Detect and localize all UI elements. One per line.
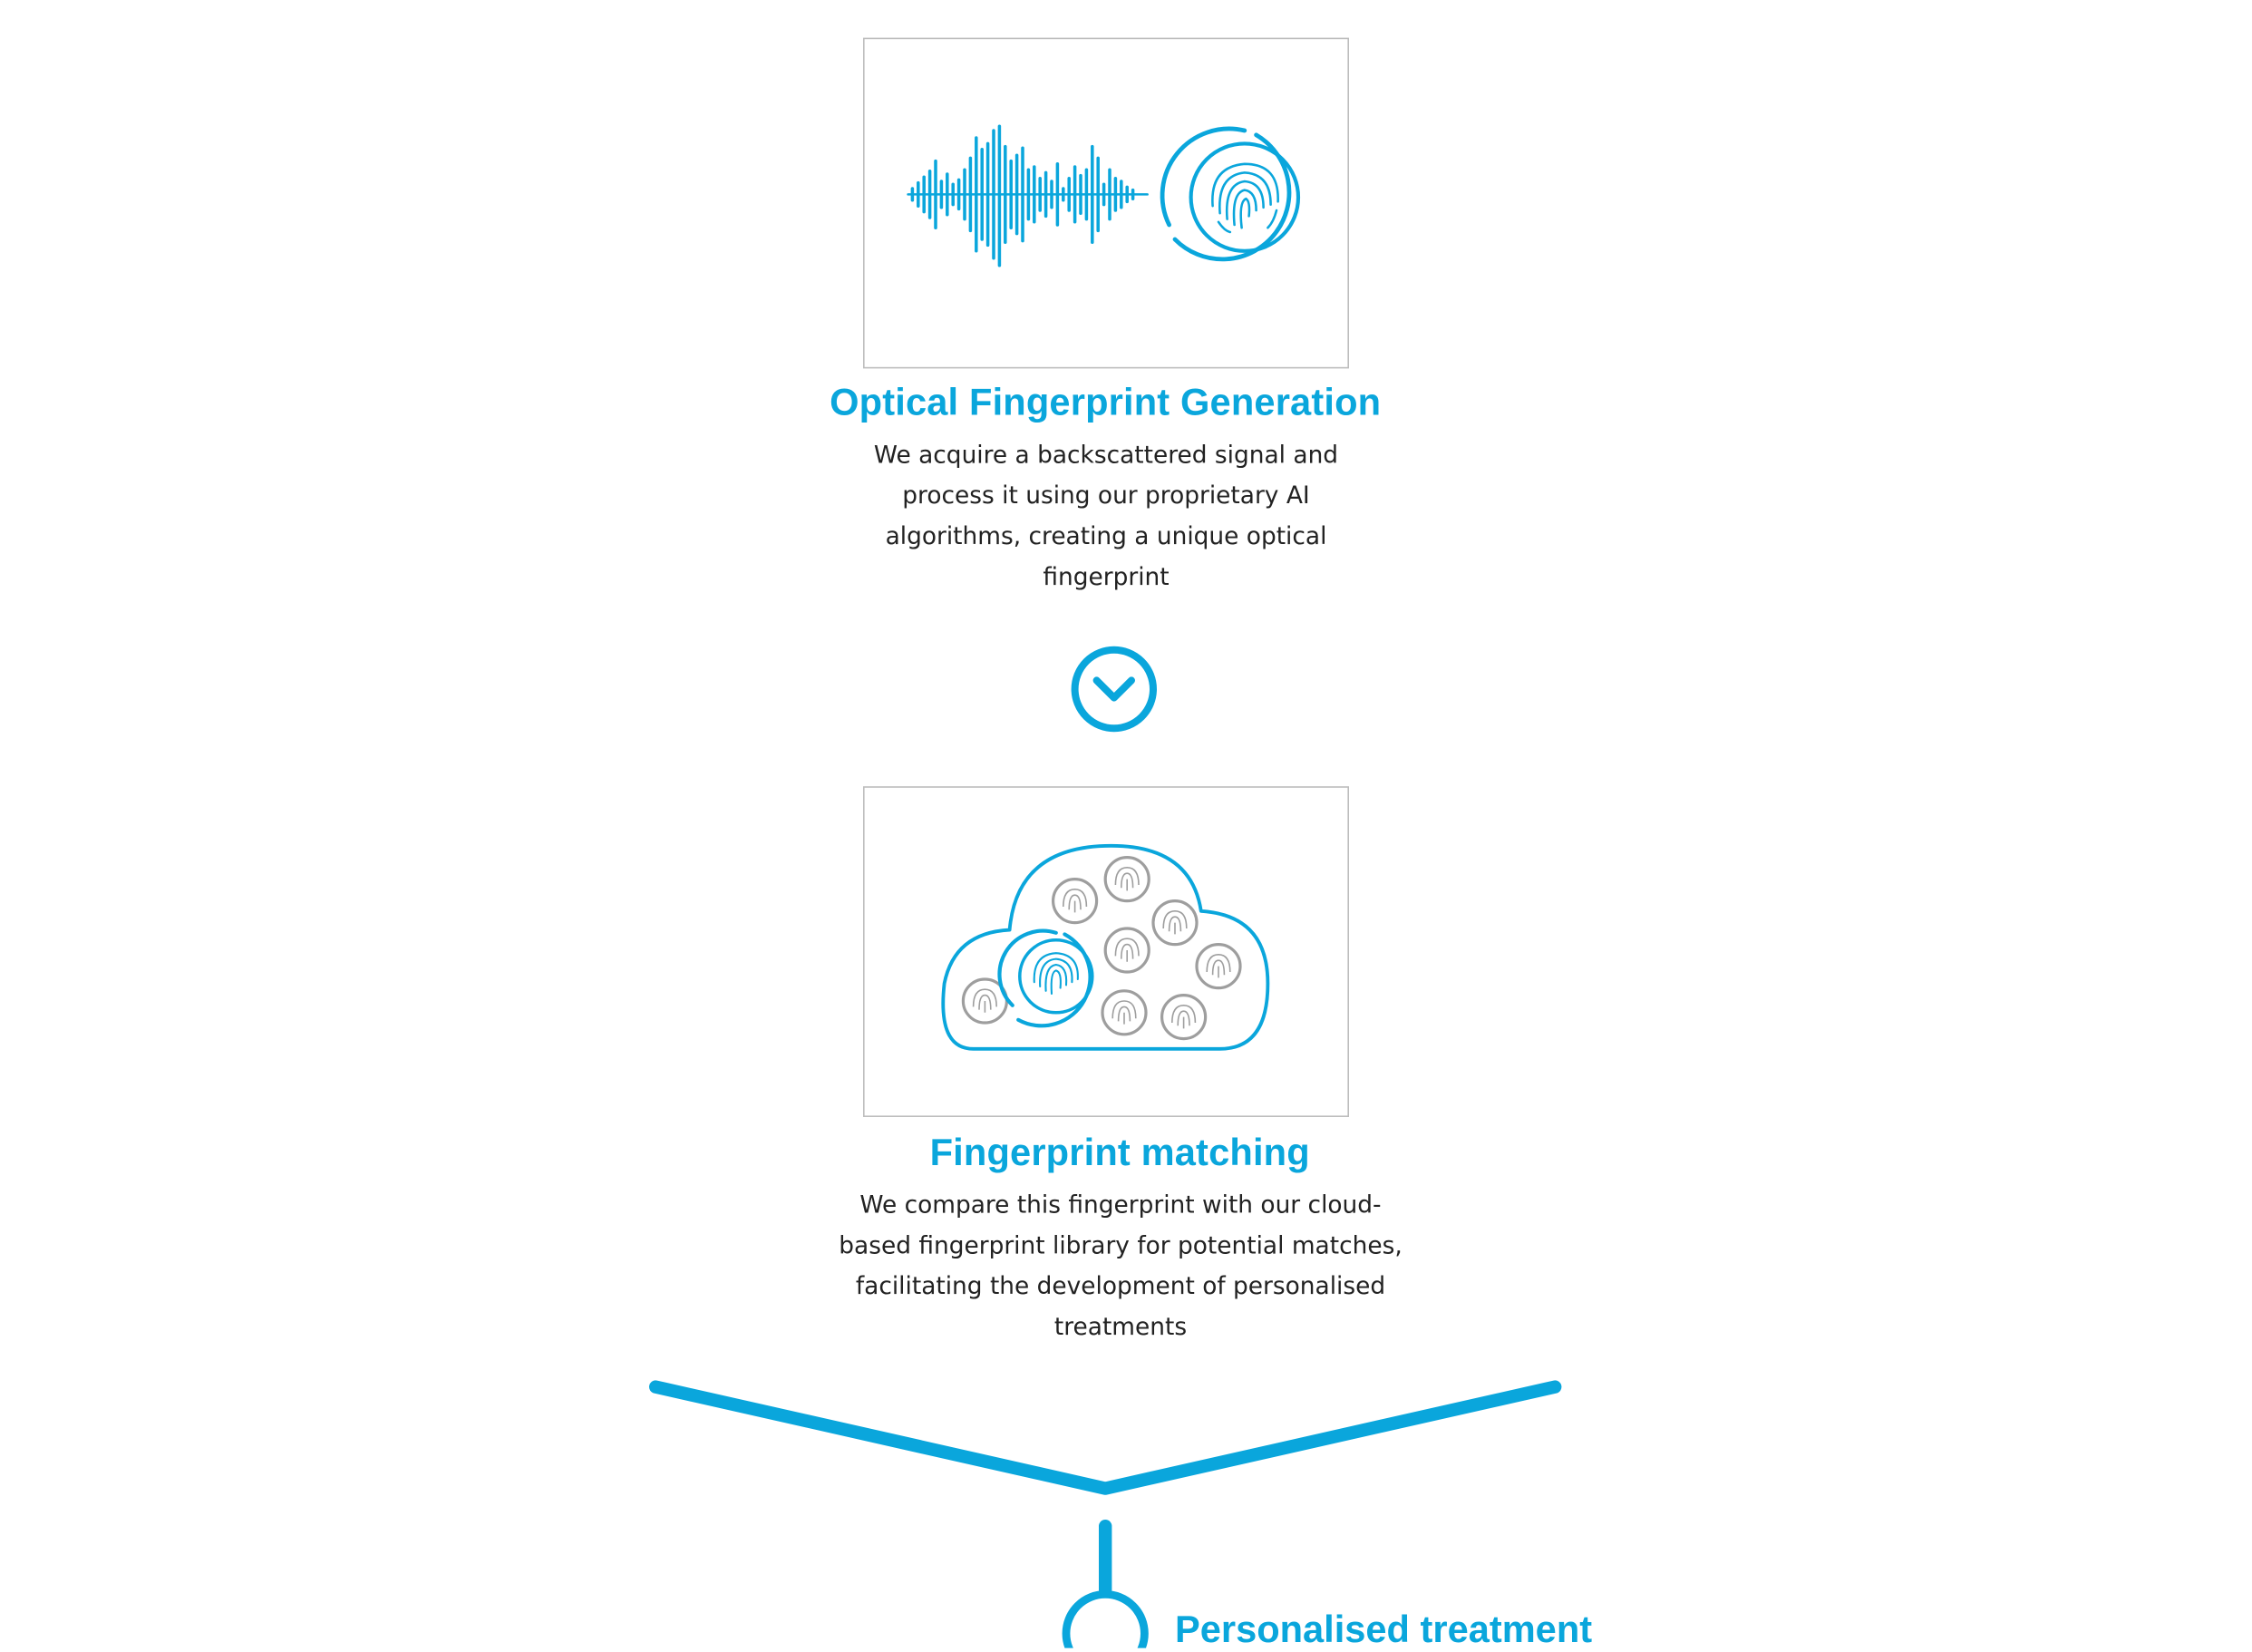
step-description-optical-fingerprint: We acquire a backscattered signal and process it using our proprietary AI algorithms, creating a unique optical fingerprint bbox=[873, 441, 1339, 591]
final-step-node-icon bbox=[1066, 1594, 1144, 1647]
step-description-fingerprint-matching: We compare this fingerprint with our cloud-based fingerprint library for potential matches, facilitating the development of personalised treatments bbox=[839, 1190, 1403, 1341]
step-title-personalised-treatment: Personalised treatment bbox=[1175, 1607, 1593, 1651]
step-title-optical-fingerprint: Optical Fingerprint Generation bbox=[830, 380, 1382, 424]
step-title-fingerprint-matching: Fingerprint matching bbox=[929, 1130, 1310, 1174]
